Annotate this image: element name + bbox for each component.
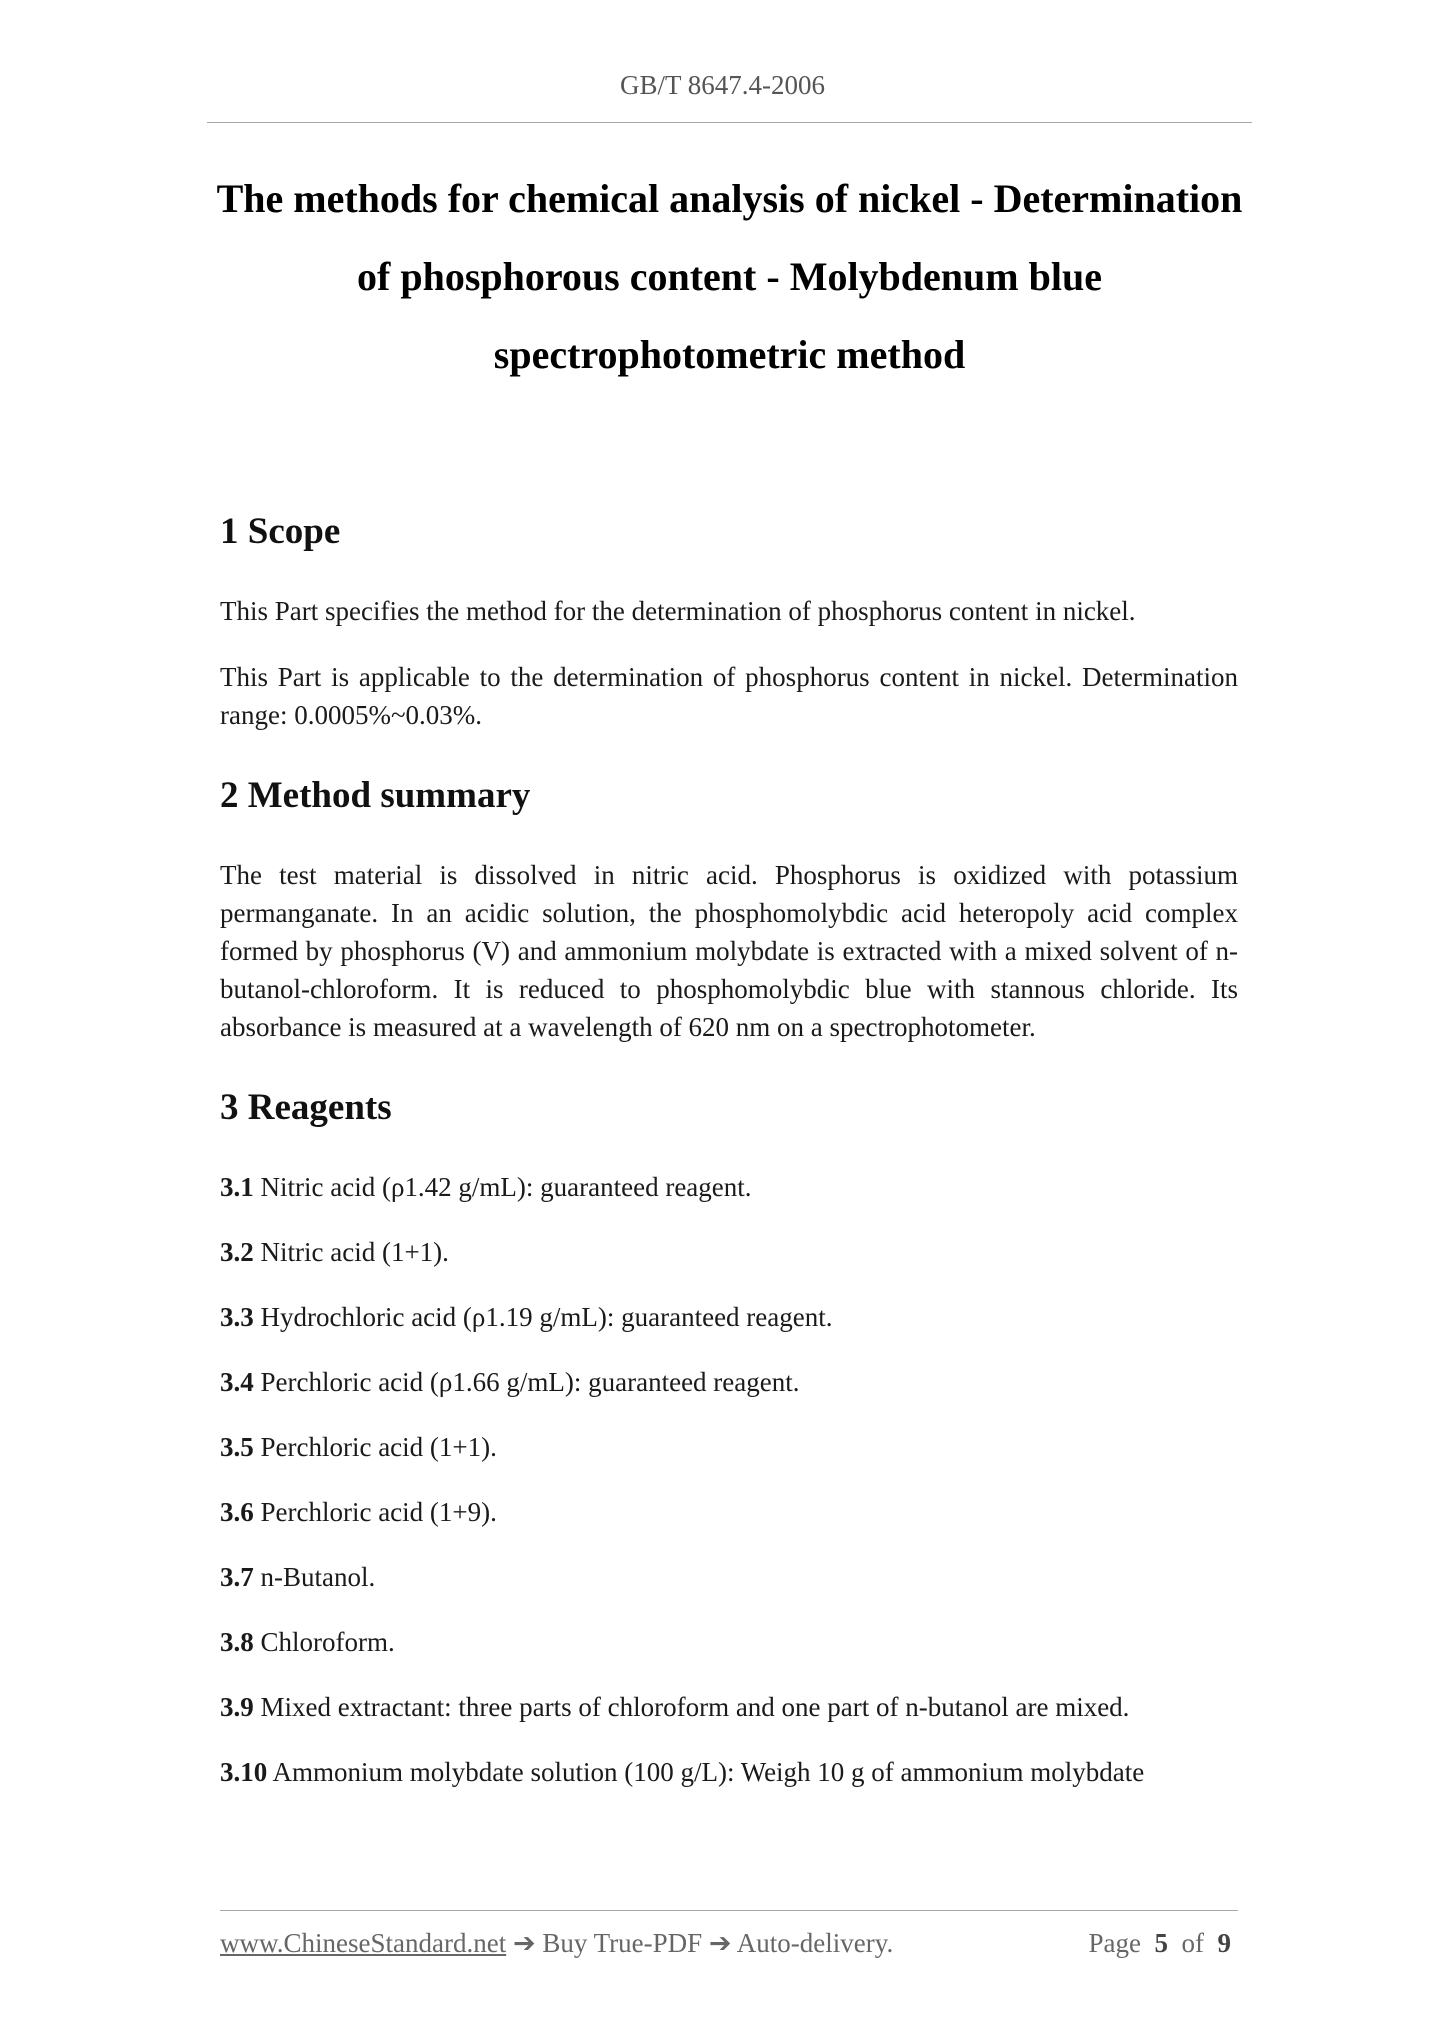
reagent-number: 3.3 bbox=[220, 1302, 254, 1332]
page-label: Page bbox=[1088, 1928, 1141, 1958]
reagent-text: n-Butanol. bbox=[260, 1562, 376, 1592]
reagent-number: 3.10 bbox=[220, 1757, 268, 1787]
reagent-item bbox=[220, 1298, 1238, 1336]
buy-true-pdf-text: Buy True-PDF bbox=[542, 1928, 703, 1958]
reagent-number: 3.1 bbox=[220, 1172, 254, 1202]
section-heading-method-summary: 2 Method summary bbox=[220, 775, 531, 816]
reagent-text: Perchloric acid (1+9). bbox=[260, 1497, 497, 1527]
arrow-right-icon: ➔ bbox=[708, 1928, 732, 1958]
document-body bbox=[220, 498, 1238, 1791]
reagent-item bbox=[220, 1493, 1238, 1531]
footer-promo bbox=[220, 1928, 893, 1959]
reagent-text: Mixed extractant: three parts of chloroform and one part of n-butanol are mixed. bbox=[260, 1692, 1130, 1722]
reagent-text: Hydrochloric acid (ρ1.19 g/mL): guaranteed reagent. bbox=[260, 1302, 833, 1332]
current-page-number: 5 bbox=[1154, 1928, 1168, 1958]
reagent-text: Ammonium molybdate solution (100 g/L): Weigh 10 g of ammonium molybdate bbox=[272, 1757, 1145, 1787]
of-label: of bbox=[1181, 1928, 1204, 1958]
document-title bbox=[207, 160, 1252, 394]
scope-paragraph-2: This Part is applicable to the determination of phosphorus content in nickel. Determination range: 0.0005%~0.03%. bbox=[220, 662, 1238, 730]
reagent-text: Chloroform. bbox=[260, 1627, 395, 1657]
total-pages-number: 9 bbox=[1217, 1928, 1231, 1958]
title-line-2: of phosphorous content - Molybdenum blue bbox=[357, 254, 1102, 299]
reagent-number: 3.6 bbox=[220, 1497, 254, 1527]
reagent-item bbox=[220, 1233, 1238, 1271]
method-summary-paragraph: The test material is dissolved in nitric acid. Phosphorus is oxidized with potassium permanganate. In an acidic solution, the phosphomolybdic acid heteropoly acid complex formed by phosphorus (V) and ammonium molybdate is extracted with a mixed solvent of n-butanol-chloroform. It is reduced to phosphomolybdic blue with stannous chloride. Its absorbance is measured at a wavelength of 620 nm on a spectrophotometer. bbox=[220, 860, 1238, 1042]
reagent-item bbox=[220, 1558, 1238, 1596]
reagent-text: Perchloric acid (ρ1.66 g/mL): guaranteed reagent. bbox=[260, 1367, 800, 1397]
reagent-text: Perchloric acid (1+1). bbox=[260, 1432, 497, 1462]
reagent-item bbox=[220, 1688, 1238, 1726]
reagent-number: 3.2 bbox=[220, 1237, 254, 1267]
scope-paragraph-1: This Part specifies the method for the determination of phosphorus content in nickel. bbox=[220, 596, 1136, 626]
footer-divider bbox=[220, 1910, 1238, 1911]
reagent-number: 3.4 bbox=[220, 1367, 254, 1397]
reagent-item bbox=[220, 1753, 1238, 1791]
reagent-number: 3.7 bbox=[220, 1562, 254, 1592]
auto-delivery-text: Auto-delivery. bbox=[736, 1928, 894, 1958]
section-heading-scope: 1 Scope bbox=[220, 511, 341, 552]
page-indicator bbox=[1089, 1928, 1231, 1959]
reagent-item bbox=[220, 1168, 1238, 1206]
reagent-item bbox=[220, 1623, 1238, 1661]
header-divider bbox=[207, 122, 1252, 123]
reagent-text: Nitric acid (1+1). bbox=[260, 1237, 449, 1267]
reagent-item bbox=[220, 1428, 1238, 1466]
section-heading-reagents: 3 Reagents bbox=[220, 1087, 392, 1128]
website-link[interactable]: www.ChineseStandard.net bbox=[220, 1928, 507, 1958]
standard-code-header: GB/T 8647.4-2006 bbox=[619, 70, 825, 100]
reagent-number: 3.5 bbox=[220, 1432, 254, 1462]
title-line-1: The methods for chemical analysis of nickel - Determination bbox=[216, 176, 1243, 221]
reagent-number: 3.9 bbox=[220, 1692, 254, 1722]
reagent-number: 3.8 bbox=[220, 1627, 254, 1657]
title-line-3: spectrophotometric method bbox=[493, 332, 966, 377]
reagent-text: Nitric acid (ρ1.42 g/mL): guaranteed reagent. bbox=[260, 1172, 752, 1202]
reagent-item bbox=[220, 1363, 1238, 1401]
arrow-right-icon: ➔ bbox=[512, 1928, 536, 1958]
